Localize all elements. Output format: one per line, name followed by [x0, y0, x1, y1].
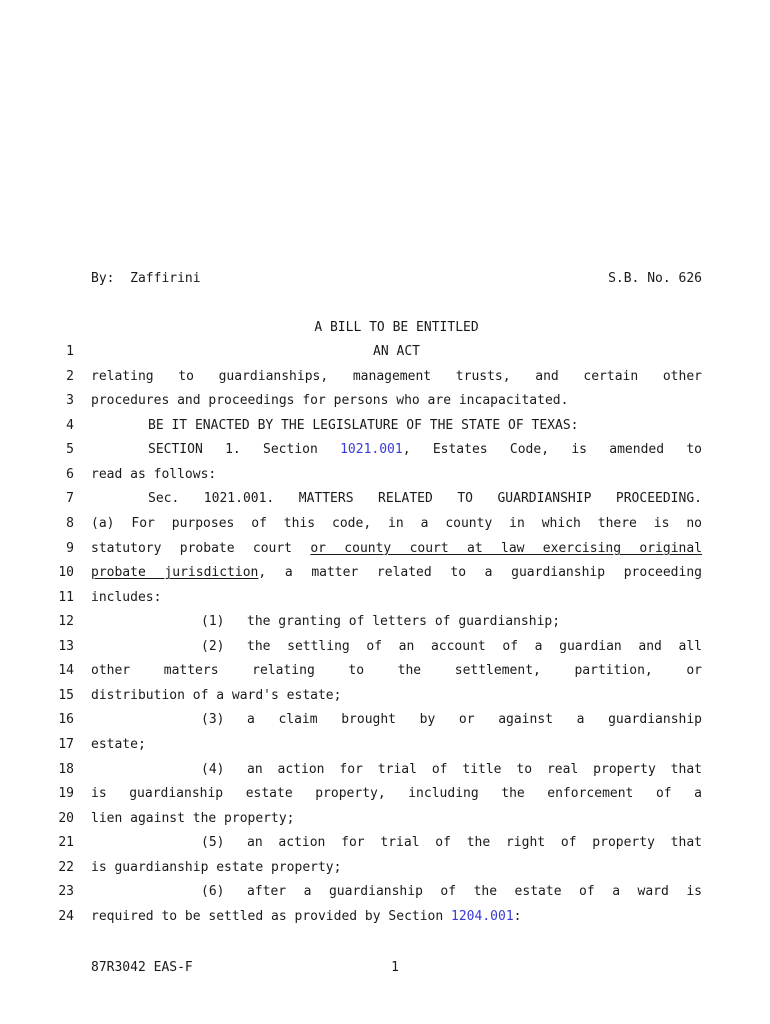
text-line [91, 541, 702, 557]
line-number: 10 [58, 565, 74, 580]
line-number: 18 [58, 762, 74, 777]
line-number: 2 [66, 369, 74, 384]
inserted-text: probate jurisdiction [91, 565, 259, 580]
text-line: includes: [91, 590, 162, 605]
line-number: 11 [58, 590, 74, 605]
text-line: distribution of a ward's estate; [91, 688, 342, 703]
text-line: lien against the property; [91, 811, 295, 826]
line-number: 21 [58, 835, 74, 850]
list-item [91, 884, 702, 900]
line-number: 7 [66, 491, 74, 506]
line-number: 23 [58, 884, 74, 899]
author-name: Zaffirini [130, 271, 201, 286]
text-line: other matters relating to the settlement, partition, or [91, 663, 702, 678]
list-text: a claim brought by or against a guardianship [247, 712, 702, 727]
list-item [91, 614, 702, 630]
list-item [91, 762, 702, 778]
section-heading: Sec. 1021.001. MATTERS RELATED TO GUARDIANSHIP PROCEEDING. [148, 491, 702, 506]
inserted-text: or county court at law exercising original [310, 541, 702, 556]
list-item [91, 639, 702, 655]
list-text: the granting of letters of guardianship; [247, 614, 561, 629]
list-item [91, 835, 702, 851]
list-text: an action for trial of the right of property that [247, 835, 702, 850]
line-number: 3 [66, 393, 74, 408]
line-number: 15 [58, 688, 74, 703]
author-line [91, 271, 201, 287]
statute-link[interactable]: 1204.001 [451, 909, 514, 924]
act-heading: AN ACT [373, 344, 420, 359]
text-segment: statutory probate court [91, 541, 311, 556]
text-line [91, 442, 702, 458]
text-line: relating to guardianships, management trusts, and certain other [91, 369, 702, 384]
line-number: 24 [58, 909, 74, 924]
list-label: (3) [201, 712, 225, 727]
bill-number: S.B. No. 626 [608, 271, 702, 286]
list-text: the settling of an account of a guardian and all [247, 639, 702, 654]
enacting-clause: BE IT ENACTED BY THE LEGISLATURE OF THE STATE OF TEXAS: [148, 418, 579, 433]
line-number: 17 [58, 737, 74, 752]
line-number: 19 [58, 786, 74, 801]
text-line [91, 565, 702, 581]
text-segment: SECTION 1. Section [148, 442, 341, 457]
line-number: 8 [66, 516, 74, 531]
list-item [91, 712, 702, 728]
text-segment: required to be settled as provided by Section [91, 909, 452, 924]
text-line: read as follows: [91, 467, 217, 482]
text-line: estate; [91, 737, 146, 752]
line-number: 20 [58, 811, 74, 826]
document-id: 87R3042 EAS-F [91, 960, 193, 975]
list-text: after a guardianship of the estate of a ward is [247, 884, 702, 899]
text-line [91, 909, 702, 925]
list-label: (2) [201, 639, 225, 654]
line-number: 6 [66, 467, 74, 482]
text-segment: , a matter related to a guardianship proceeding [258, 565, 702, 580]
bill-title: A BILL TO BE ENTITLED [314, 320, 479, 335]
line-number: 4 [66, 418, 74, 433]
line-number: 14 [58, 663, 74, 678]
list-label: (4) [201, 762, 225, 777]
line-number: 16 [58, 712, 74, 727]
text-line: is guardianship estate property, including the enforcement of a [91, 786, 702, 801]
list-text: an action for trial of title to real property that [247, 762, 702, 777]
text-line: (a) For purposes of this code, in a county in which there is no [91, 516, 702, 531]
list-label: (1) [201, 614, 225, 629]
line-number: 5 [66, 442, 74, 457]
line-number: 12 [58, 614, 74, 629]
text-segment: : [513, 909, 522, 924]
list-label: (5) [201, 835, 225, 850]
list-label: (6) [201, 884, 225, 899]
page-number: 1 [391, 960, 399, 975]
text-segment: , Estates Code, is amended to [402, 442, 702, 457]
by-label: By: [91, 271, 115, 286]
line-number: 13 [58, 639, 74, 654]
text-line: procedures and proceedings for persons who are incapacitated. [91, 393, 569, 408]
line-number: 1 [66, 344, 74, 359]
line-number: 22 [58, 860, 74, 875]
line-number: 9 [66, 541, 74, 556]
text-line: is guardianship estate property; [91, 860, 342, 875]
statute-link[interactable]: 1021.001 [340, 442, 403, 457]
